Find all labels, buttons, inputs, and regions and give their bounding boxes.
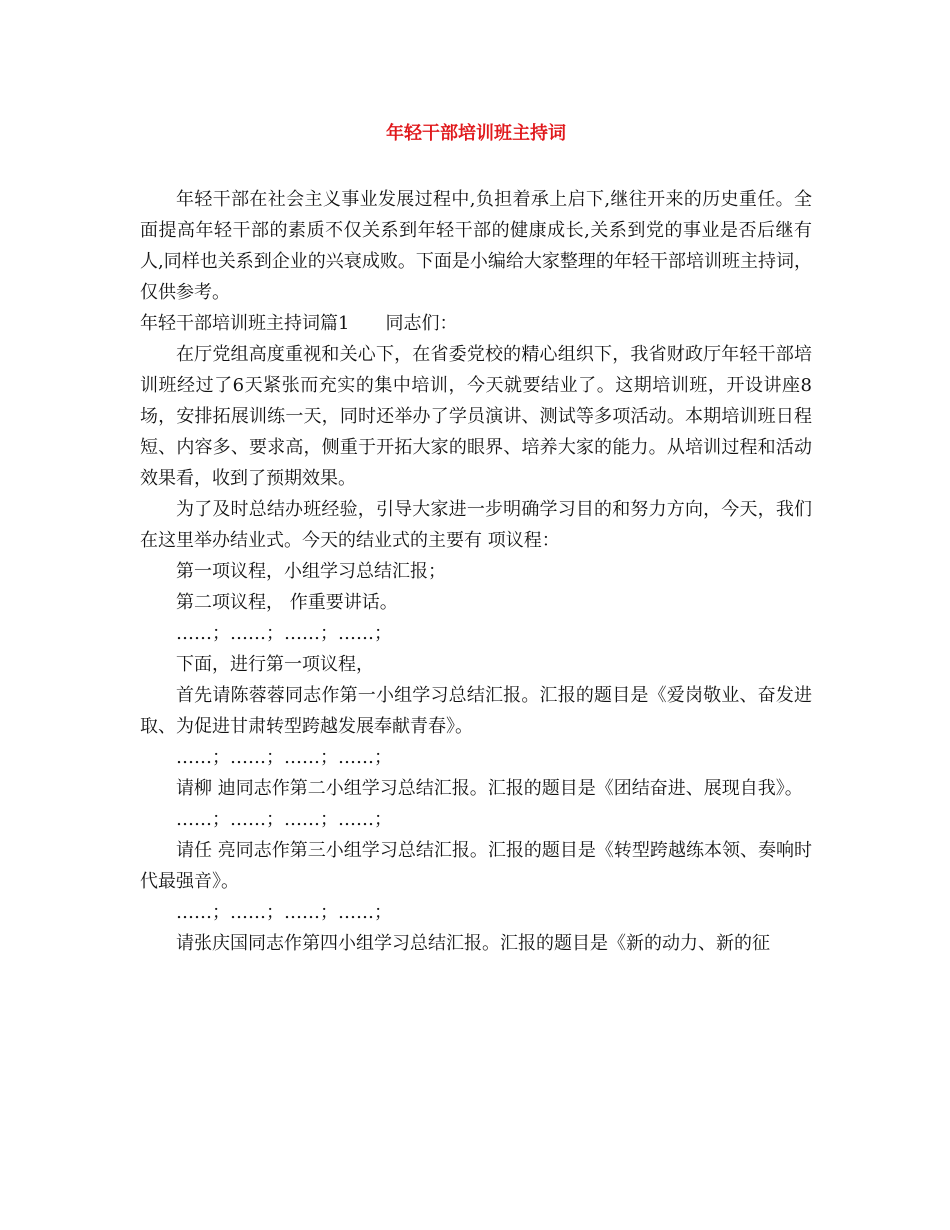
section-heading-line: [140, 308, 812, 339]
paragraph-agenda-intro: 为了及时总结办班经验，引导大家进一步明确学习目的和努力方向，今天，我们在这里举办结业式。今天的结业式的主要有 项议程：: [140, 499, 812, 551]
ellipsis-line: ……；……；……；……；: [176, 747, 392, 768]
ellipsis-line: ……；……；……；……；: [176, 809, 392, 830]
report-group-3: 请任 亮同志作第三小组学习总结汇报。汇报的题目是《转型跨越练本领、奏响时代最强音》。: [140, 840, 812, 892]
report-group-2: 请柳 迪同志作第二小组学习总结汇报。汇报的题目是《团结奋进、展现自我》。: [176, 778, 803, 799]
report-group-4: 请张庆国同志作第四小组学习总结汇报。汇报的题目是《新的动力、新的征: [176, 933, 770, 954]
agenda-item-1: 第一项议程，小组学习总结汇报；: [176, 561, 446, 582]
section-heading: 年轻干部培训班主持词篇1: [140, 313, 350, 334]
paragraph-intro: 年轻干部在社会主义事业发展过程中,负担着承上启下,继往开来的历史重任。全面提高年轻干部的素质不仅关系到年轻干部的健康成长,关系到党的事业是否后继有人,同样也关系到企业的兴衰成败。下面是小编给大家整理的年轻干部培训班主持词，仅供参考。: [140, 189, 812, 303]
ellipsis-line: ……；……；……；……；: [176, 902, 392, 923]
agenda-item-2: 第二项议程， 作重要讲话。: [176, 592, 398, 613]
paragraph-first-item: 下面，进行第一项议程，: [176, 654, 374, 675]
document-page: [140, 118, 812, 959]
ellipsis-line: ……；……；……；……；: [176, 623, 392, 644]
report-group-1: 首先请陈蓉蓉同志作第一小组学习总结汇报。汇报的题目是《爱岗敬业、奋发进取、为促进甘肃转型跨越发展奉献青春》。: [140, 685, 812, 737]
paragraph-training-summary: 在厅党组高度重视和关心下，在省委党校的精心组织下，我省财政厅年轻干部培训班经过了6天紧张而充实的集中培训，今天就要结业了。这期培训班，开设讲座8场，安排拓展训练一天，同时还举办了学员演讲、测试等多项活动。本期培训班日程短、内容多、要求高，侧重于开拓大家的眼界、培养大家的能力。从培训过程和活动效果看，收到了预期效果。: [140, 344, 812, 489]
salutation: 同志们：: [385, 313, 458, 334]
document-title: 年轻干部培训班主持词: [386, 123, 566, 144]
